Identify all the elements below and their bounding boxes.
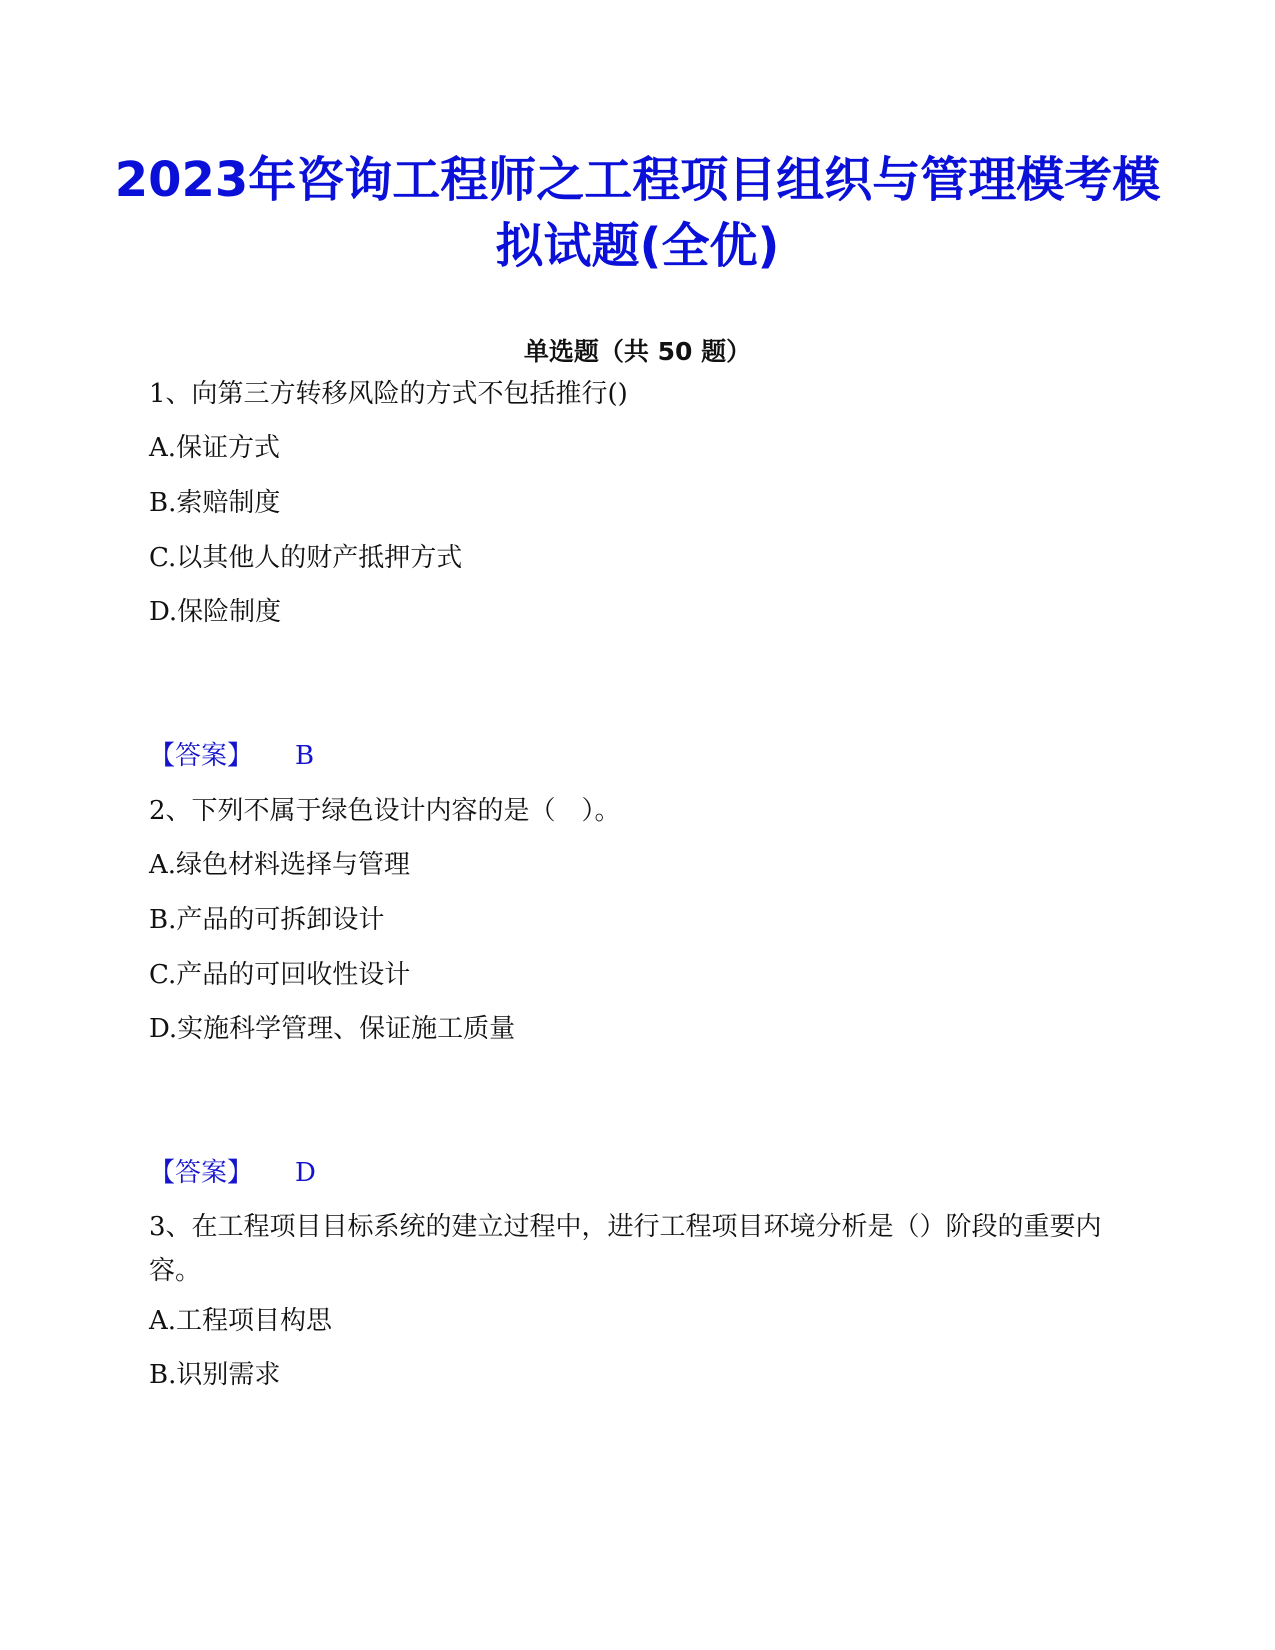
question-2-option-a: A.绿色材料选择与管理 [149,850,411,880]
answer-value: D [295,1158,316,1188]
answer-label: 【答案】 [149,741,254,771]
answer-label: 【答案】 [149,1158,254,1188]
question-1-option-a: A.保证方式 [149,433,281,463]
question-2-option-d: D.实施科学管理、保证施工质量 [149,1014,516,1044]
document-title: 2023年咨询工程师之工程项目组织与管理模考模拟试题(全优) [114,152,1161,274]
question-2-stem: 2、下列不属于绿色设计内容的是（ ）。 [149,796,621,826]
answer-value: B [295,741,315,771]
question-3-stem: 3、在工程项目目标系统的建立过程中，进行工程项目环境分析是（）阶段的重要内容。 [149,1212,1102,1286]
question-1-option-b: B.索赔制度 [149,488,281,518]
question-2-option-c: C.产品的可回收性设计 [149,960,411,990]
question-1-answer [149,738,314,774]
question-1-option-d: D.保险制度 [149,597,282,627]
section-heading: 单选题（共 50 题） [523,337,752,366]
question-1-option-c: C.以其他人的财产抵押方式 [149,543,463,573]
question-3-option-a: A.工程项目构思 [149,1306,333,1336]
question-3-option-b: B.识别需求 [149,1360,281,1390]
question-1-stem: 1、向第三方转移风险的方式不包括推行() [149,379,628,409]
question-2-answer [149,1155,316,1191]
question-2-option-b: B.产品的可拆卸设计 [149,905,385,935]
